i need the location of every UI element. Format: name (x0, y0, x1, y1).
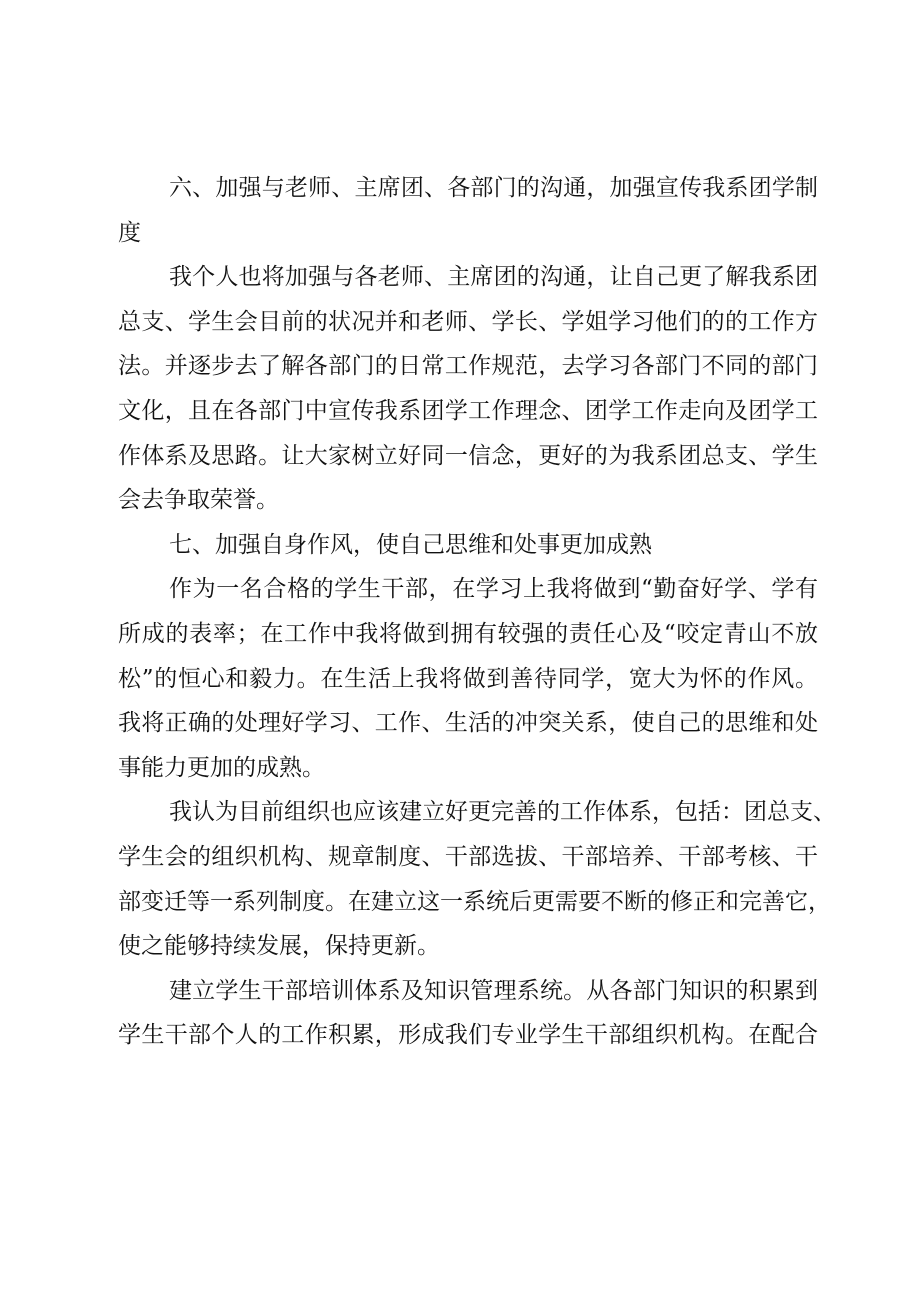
text-line: 作体系及思路。让大家树立好同一信念，更好的为我系团总支、学生 (118, 442, 818, 469)
text-line: 作为一名合格的学生干部，在学习上我将做到“勤奋好学、学有 (169, 576, 818, 603)
text-line: 所成的表率；在工作中我将做到拥有较强的责任心及“咬定青山不放 (118, 620, 818, 647)
text-line: 事能力更加的成熟。 (118, 754, 325, 781)
text-line: 法。并逐步去了解各部门的日常工作规范，去学习各部门不同的部门 (118, 353, 818, 380)
text-line: 会去争取荣誉。 (118, 487, 279, 514)
text-line: 七、加强自身作风，使自己思维和处事更加成熟 (169, 531, 652, 558)
text-line: 我个人也将加强与各老师、主席团的沟通，让自己更了解我系团 (169, 264, 818, 291)
document-body (118, 166, 836, 1058)
text-line: 六、加强与老师、主席团、各部门的沟通，加强宣传我系团学制 (169, 175, 818, 201)
text-line: 我认为目前组织也应该建立好更完善的工作体系，包括：团总支、 (169, 799, 836, 826)
text-line: 度 (118, 219, 141, 246)
text-line: 松”的恒心和毅力。在生活上我将做到善待同学，宽大为怀的作风。 (118, 665, 818, 692)
text-line: 总支、学生会目前的状况并和老师、学长、学姐学习他们的的工作方 (118, 308, 818, 335)
text-line: 学生干部个人的工作积累，形成我们专业学生干部组织机构。在配合 (118, 1022, 818, 1049)
text-line: 部变迁等一系列制度。在建立这一系统后更需要不断的修正和完善它， (118, 888, 831, 915)
text-line: 我将正确的处理好学习、工作、生活的冲突关系，使自己的思维和处 (118, 710, 818, 737)
text-line: 使之能够持续发展，保持更新。 (118, 933, 440, 960)
text-line: 学生会的组织机构、规章制度、干部选拔、干部培养、干部考核、干 (118, 843, 818, 870)
text-line: 建立学生干部培训体系及知识管理系统。从各部门知识的积累到 (169, 977, 818, 1004)
text-line: 文化，且在各部门中宣传我系团学工作理念、团学工作走向及团学工 (118, 397, 818, 424)
